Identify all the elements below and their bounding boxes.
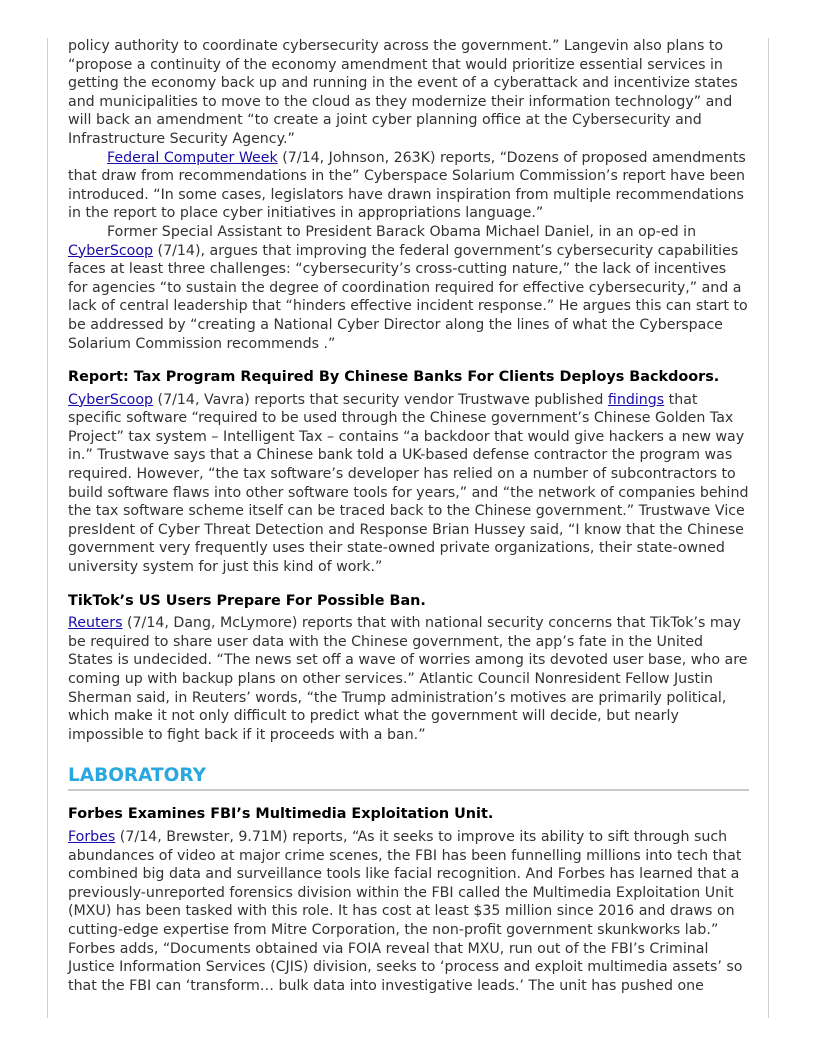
paragraph-daniel-oped: Former Special Assistant to President Barack Obama Michael Daniel, in an op-ed in CyberScoop (7/14), argues that improving the federal government’s cybersecurity capabilities faces at least three challenges: “cybersecurity’s cross-cutting nature,” the lack of incentives for agencies “to sustain the degree of coordination required for effective cybersecurity,” and a lack of central leadership that “hinders effective incident response.” He argues this can start to be addressed by “creating a National Cyber Director along the lines of what the Cyberspace Solarium Commission recommends .” [68,223,748,352]
paragraph-fcw: Federal Computer Week (7/14, Johnson, 263K) reports, “Dozens of proposed amendments that draw from recommendations in the” Cyberspace Solarium Commission’s report have been introduced. “In some cases, legislators have drawn inspiration from multiple recommendations in the report to place cyber initiatives in appropriations language.” [68,149,746,222]
headline-tax-program: Report: Tax Program Required By Chinese Banks For Clients Deploys Backdoors. [68,369,720,386]
link-findings[interactable]: findings [607,391,665,408]
section-heading-laboratory: LABORATORY [68,764,749,791]
newsletter-body [68,37,749,995]
paragraph-tiktok: Reuters (7/14, Dang, McLymore) reports that with national security concerns that TikTok’s may be required to share user data with the Chinese government, the app’s fate in the United States is undecided. “The news set off a wave of worries among its devoted user base, who are coming up with backup plans on other services.” Atlantic Council Nonresident Fellow Justin Sherman said, in Reuters’ words, “the Trump administration’s motives are primarily political, which make it not only difficult to predict what the government will decide, but nearly impossible to fight back if it proceeds with a ban.” [68,615,748,743]
link-federal-computer-week[interactable]: Federal Computer Week [107,149,278,166]
headline-forbes-fbi: Forbes Examines FBI’s Multimedia Exploitation Unit. [68,806,494,823]
page-right-border [768,38,769,1018]
paragraph-forbes-fbi: Forbes (7/14, Brewster, 9.71M) reports, “As it seeks to improve its ability to sift through such abundances of video at major crime scenes, the FBI has been funnelling millions into tech that combined big data and surveillance tools like facial recognition. And Forbes has learned that a previously-unreported forensics division within the FBI called the Multimedia Exploitation Unit (MXU) has been tasked with this role. It has cost at least $35 million since 2016 and draws on cutting-edge expertise from Mitre Corporation, the non-profit government skunkworks lab.” Forbes adds, “Documents obtained via FOIA reveal that MXU, run out of the FBI’s Criminal Justice Information Services (CJIS) division, seeks to ‘process and exploit multimedia assets’ so that the FBI can ‘transform… bulk data into investigative leads.’ The unit has pushed one [68,828,743,994]
paragraph-tax-program: CyberScoop (7/14, Vavra) reports that security vendor Trustwave published findings that specific software “required to be used through the Chinese government’s Chinese Golden Tax Project” tax system – Intelligent Tax – contains “a backdoor that would give hackers a new way in.” Trustwave says that a Chinese bank told a UK-based defense contractor the program was required. However, “the tax software’s developer has relied on a number of subcontractors to build software flaws into other software tools for years,” and “the network of companies behind the tax software scheme itself can be traced back to the Chinese government.” Trustwave Vice presIdent of Cyber Threat Detection and Response Brian Hussey said, “I know that the Chinese government very frequently uses their state-owned private organizations, their state-owned university system for just this kind of work.” [68,391,749,576]
link-reuters[interactable]: Reuters [68,615,123,632]
headline-tiktok: TikTok’s US Users Prepare For Possible Ban. [68,592,426,609]
link-cyberscoop-2[interactable]: CyberScoop [68,391,154,408]
page-left-border [47,38,48,1018]
link-forbes[interactable]: Forbes [68,828,116,845]
paragraph-langevin: policy authority to coordinate cybersecurity across the government.” Langevin also plans to “propose a continuity of the economy amendment that would prioritize essential services in getting the economy back up and running in the event of a cyberattack and incentivize states and municipalities to move to the cloud as they modernize their information technology” and will back an amendment “to create a joint cyber planning office at the Cybersecurity and Infrastructure Security Agency.” [68,38,738,147]
link-cyberscoop[interactable]: CyberScoop [68,242,154,259]
